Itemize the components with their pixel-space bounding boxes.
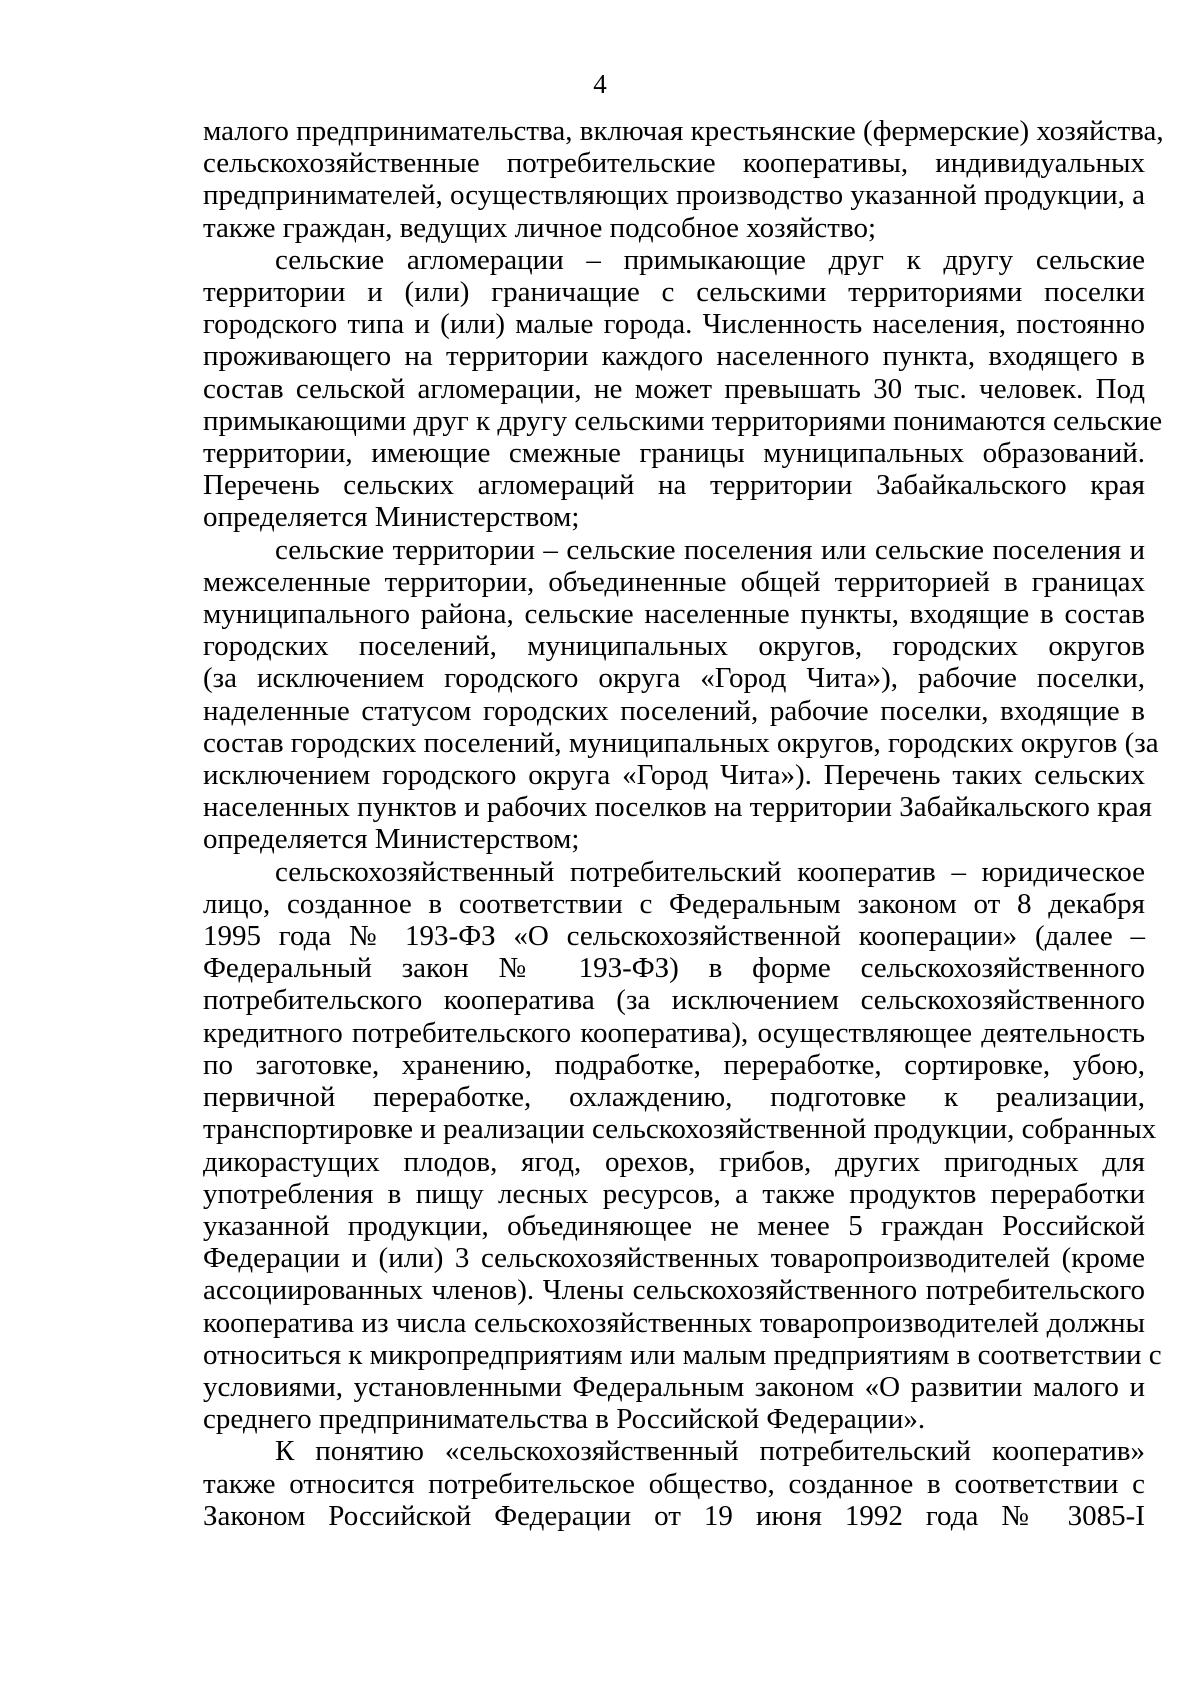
text-line: межселенные территории, объединенные общей территорией в границах xyxy=(203,565,1145,598)
text-line: территории и (или) граничащие с сельскими территориями поселки xyxy=(203,276,1145,309)
text-line: муниципального района, сельские населенные пункты, входящие в состав xyxy=(203,598,1145,631)
text-line: сельские агломерации – примыкающие друг к другу сельские xyxy=(275,243,1145,276)
text-line: К понятию «сельскохозяйственный потребительский кооператив» xyxy=(275,1435,1145,1468)
paragraph-3 xyxy=(203,533,1159,856)
text-line: определяется Министерством; xyxy=(203,501,580,534)
text-line: Законом Российской Федерации от 19 июня 1992 года № 3085-I xyxy=(203,1499,1145,1532)
text-line: исключением городского округа «Город Чита»). Перечень таких сельских xyxy=(203,759,1145,792)
text-line: лицо, созданное в соответствии с Федеральным законом от 8 декабря xyxy=(203,887,1145,920)
text-line: проживающего на территории каждого населенного пункта, входящего в xyxy=(203,340,1145,373)
paragraph-5 xyxy=(203,1435,1145,1532)
text-line: условиями, установленными Федеральным законом «О развитии малого и xyxy=(203,1370,1145,1403)
text-line: примыкающими друг к другу сельскими территориями понимаются сельские xyxy=(203,404,1163,437)
text-line: определяется Министерством; xyxy=(203,823,580,856)
text-line: потребительского кооператива (за исключением сельскохозяйственного xyxy=(203,984,1145,1017)
page-number: 4 xyxy=(593,69,607,99)
text-line: 1995 года № 193-ФЗ «О сельскохозяйственной кооперации» (далее – xyxy=(203,920,1145,953)
text-line: Федеральный закон № 193-ФЗ) в форме сельскохозяйственного xyxy=(203,952,1145,985)
text-line: населенных пунктов и рабочих поселков на территории Забайкальского края xyxy=(203,791,1152,824)
text-line: также граждан, ведущих личное подсобное хозяйство; xyxy=(203,211,877,244)
text-line: Перечень сельских агломераций на территории Забайкальского края xyxy=(203,469,1145,502)
text-line: кредитного потребительского кооператива), осуществляющее деятельность xyxy=(203,1016,1145,1049)
text-line: состав городских поселений, муниципальных округов, городских округов (за xyxy=(203,726,1159,759)
text-line: наделенные статусом городских поселений, рабочие поселки, входящие в xyxy=(203,694,1145,727)
text-line: указанной продукции, объединяющее не менее 5 граждан Российской xyxy=(203,1209,1145,1242)
text-line: дикорастущих плодов, ягод, орехов, грибов, других пригодных для xyxy=(203,1145,1145,1178)
paragraph-1 xyxy=(203,115,1164,244)
text-line: употребления в пищу лесных ресурсов, а также продуктов переработки xyxy=(203,1177,1145,1210)
text-line: предпринимателей, осуществляющих производство указанной продукции, а xyxy=(203,179,1145,212)
text-line: также относится потребительское общество, созданное в соответствии с xyxy=(203,1467,1145,1500)
text-line: территории, имеющие смежные границы муниципальных образований. xyxy=(203,437,1145,470)
text-line: городских поселений, муниципальных округов, городских округов xyxy=(203,630,1145,663)
text-line: Федерации и (или) 3 сельскохозяйственных товаропроизводителей (кроме xyxy=(203,1242,1145,1275)
text-line: (за исключением городского округа «Город Чита»), рабочие поселки, xyxy=(203,662,1145,695)
text-line: ассоциированных членов). Члены сельскохозяйственного потребительского xyxy=(203,1274,1145,1307)
text-line: сельскохозяйственные потребительские кооперативы, индивидуальных xyxy=(203,147,1145,180)
text-line: первичной переработке, охлаждению, подготовке к реализации, xyxy=(203,1081,1145,1114)
text-line: транспортировке и реализации сельскохозяйственной продукции, собранных xyxy=(203,1113,1157,1146)
paragraph-4 xyxy=(203,855,1162,1436)
document-body xyxy=(203,115,1164,1532)
text-line: кооператива из числа сельскохозяйственных товаропроизводителей должны xyxy=(203,1306,1145,1339)
text-line: по заготовке, хранению, подработке, переработке, сортировке, убою, xyxy=(203,1048,1145,1081)
text-line: малого предпринимательства, включая крестьянские (фермерские) хозяйства, xyxy=(203,115,1164,147)
text-line: состав сельской агломерации, не может превышать 30 тыс. человек. Под xyxy=(203,372,1145,405)
text-line: относиться к микропредприятиям или малым предприятиям в соответствии с xyxy=(203,1338,1162,1371)
paragraph-2 xyxy=(203,243,1163,534)
text-line: сельские территории – сельские поселения или сельские поселения и xyxy=(275,533,1145,566)
text-line: среднего предпринимательства в Российской Федерации». xyxy=(203,1403,926,1436)
text-line: городского типа и (или) малые города. Численность населения, постоянно xyxy=(203,308,1145,341)
text-line: сельскохозяйственный потребительский кооператив – юридическое xyxy=(275,855,1145,888)
